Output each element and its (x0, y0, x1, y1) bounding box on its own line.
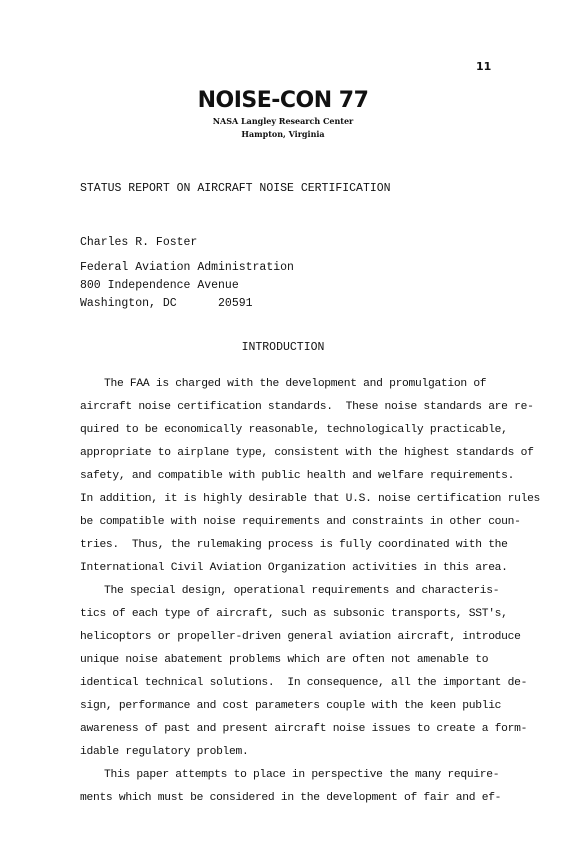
body-line: helicoptors or propeller-driven general aviation aircraft, introduce (80, 631, 521, 643)
conference-location: Hampton, Virginia (241, 129, 325, 139)
conference-title (0, 88, 566, 113)
body-line: tries. Thus, the rulemaking process is fully coordinated with the (80, 539, 508, 551)
author-name: Charles R. Foster (80, 236, 198, 249)
body-line: identical technical solutions. In consequence, all the important de- (80, 677, 528, 689)
section-heading-text: INTRODUCTION (241, 341, 325, 354)
body-line: ments which must be considered in the development of fair and ef- (80, 792, 502, 804)
affiliation-line: Federal Aviation Administration (80, 261, 294, 274)
body-line: idable regulatory problem. (80, 746, 249, 758)
body-line: be compatible with noise requirements and constraints in other coun- (80, 516, 521, 528)
page-number: 11 (476, 60, 492, 73)
conference-center: NASA Langley Research Center (212, 116, 354, 126)
section-heading (0, 341, 566, 354)
body-line: sign, performance and cost parameters couple with the keen public (80, 700, 502, 712)
body-line: International Civil Aviation Organization activities in this area. (80, 562, 508, 574)
body-line: aircraft noise certification standards. These noise standards are re- (80, 401, 534, 413)
body-line: tics of each type of aircraft, such as subsonic transports, SST's, (80, 608, 508, 620)
report-title: STATUS REPORT ON AIRCRAFT NOISE CERTIFICATION (80, 182, 391, 195)
body-line: This paper attempts to place in perspective the many require- (104, 769, 500, 781)
conference-title-text: NOISE-CON 77 (197, 88, 369, 113)
body-line: safety, and compatible with public health and welfare requirements. (80, 470, 515, 482)
body-line: In addition, it is highly desirable that U.S. noise certification rules (80, 493, 541, 505)
body-line: unique noise abatement problems which are often not amenable to (80, 654, 489, 666)
body-line: quired to be economically reasonable, technologically practicable, (80, 424, 508, 436)
body-line: The FAA is charged with the development and promulgation of (104, 378, 487, 390)
body-line: The special design, operational requirements and characteris- (104, 585, 500, 597)
body-line: appropriate to airplane type, consistent with the highest standards of (80, 447, 534, 459)
affiliation-line: 800 Independence Avenue (80, 279, 239, 292)
body-line: awareness of past and present aircraft noise issues to create a form- (80, 723, 528, 735)
affiliation-line: Washington, DC 20591 (80, 297, 253, 310)
